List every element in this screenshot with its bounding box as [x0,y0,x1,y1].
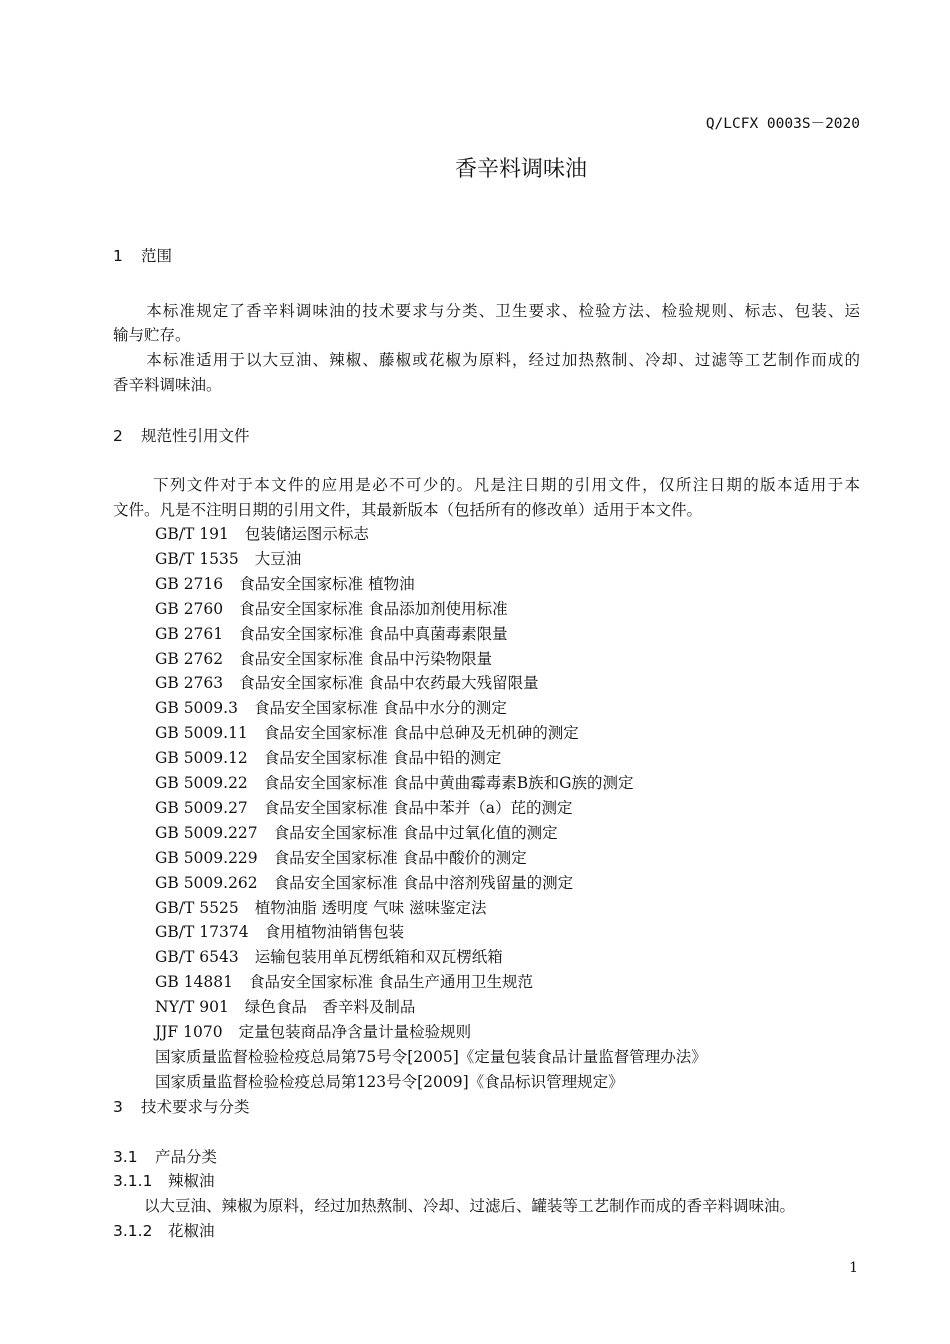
section-number: 3 [113,1098,123,1116]
reference-item [155,873,573,893]
reference-title: 食品安全国家标准 食品中农药最大残留限量 [239,674,539,693]
reference-title: 食品安全国家标准 植物油 [239,574,415,593]
reference-title: 食品安全国家标准 食品中总砷及无机砷的测定 [263,724,579,743]
reference-item [155,997,415,1017]
section-title: 规范性引用文件 [141,427,250,445]
reference-title: 食用植物油销售包装 [264,923,405,942]
section-title: 产品分类 [155,1148,218,1166]
paragraph-line: 香辛料调味油。 [113,376,222,394]
decree-item: 国家质量监督检验检疫总局第75号令[2005]《定量包装食品计量监督管理办法》 [155,1048,707,1066]
section-3-1-2-heading [113,1221,215,1241]
reference-code: GB 5009.12 [155,749,248,768]
reference-code: GB/T 191 [155,525,229,543]
reference-code: GB 2716 [155,574,224,593]
section-title: 范围 [141,247,173,265]
reference-code: NY/T 901 [155,998,229,1017]
reference-item [155,549,301,569]
reference-item [155,698,507,718]
reference-title: 食品安全国家标准 食品中酸价的测定 [273,848,527,867]
reference-title: 食品安全国家标准 食品中水分的测定 [253,699,507,718]
section-title: 技术要求与分类 [141,1098,250,1116]
section-number: 3.1.1 [113,1172,153,1190]
section-3-1-heading [113,1147,217,1167]
reference-title: 食品安全国家标准 食品中过氧化值的测定 [273,823,558,842]
reference-item [155,898,487,918]
section-3-heading [113,1097,250,1117]
reference-item [155,1022,471,1042]
section-number: 2 [113,427,123,445]
reference-code: GB 2761 [155,624,224,643]
paragraph-line: 文件。凡是不注明日期的引用文件，其最新版本（包括所有的修改单）适用于本文件。 [113,501,703,519]
reference-item [155,773,634,793]
reference-item [155,922,404,942]
reference-item [155,798,572,818]
reference-code: GB 5009.229 [155,848,258,867]
reference-code: GB/T 6543 [155,948,239,967]
reference-title: 食品安全国家标准 食品中铅的测定 [263,749,502,768]
document-code: Q/LCFX 0003S－2020 [705,116,860,132]
paragraph-line: 本标准规定了香辛料调味油的技术要求与分类、卫生要求、检验方法、检验规则、标志、包装、运 [113,302,860,320]
reference-item [155,599,508,619]
reference-title: 食品安全国家标准 食品中污染物限量 [239,649,493,668]
section-2-heading [113,426,250,446]
section-title: 花椒油 [168,1222,215,1240]
reference-item [155,624,508,644]
section-number: 1 [113,247,123,265]
document-title: 香辛料调味油 [454,157,587,182]
reference-item [155,848,527,868]
reference-code: GB 5009.22 [155,774,248,792]
reference-title: 食品安全国家标准 食品生产通用卫生规范 [249,973,533,992]
reference-code: GB 14881 [155,973,234,992]
reference-title: 食品安全国家标准 食品中溶剂残留量的测定 [273,873,574,892]
reference-item [155,748,501,768]
paragraph-line: 以大豆油、辣椒为原料，经过加热熬制、冷却、过滤后、罐装等工艺制作而成的香辛料调味油。 [113,1197,796,1215]
reference-title: 食品安全国家标准 食品添加剂使用标准 [239,599,508,618]
reference-item [155,972,533,992]
reference-title: 定量包装商品净含量计量检验规则 [238,1023,472,1041]
reference-code: GB/T 1535 [155,549,239,568]
reference-item [155,574,415,594]
paragraph-line: 本标准适用于以大豆油、辣椒、藤椒或花椒为原料，经过加热熬制、冷却、过滤等工艺制作而成的 [113,351,860,369]
reference-title: 食品安全国家标准 食品中黄曲霉毒素B族和G族的测定 [263,774,634,792]
reference-code: GB 2763 [155,674,224,693]
reference-item [155,947,503,967]
decree-item: 国家质量监督检验检疫总局第123号令[2009]《食品标识管理规定》 [155,1073,624,1091]
paragraph-line: 下列文件对于本文件的应用是必不可少的。凡是注日期的引用文件，仅所注日期的版本适用于本 [113,476,860,494]
section-number: 3.1 [113,1148,138,1166]
reference-item [155,649,492,669]
reference-title: 绿色食品 香辛料及制品 [244,998,416,1017]
reference-title: 运输包装用单瓦楞纸箱和双瓦楞纸箱 [254,948,503,967]
reference-code: JJF 1070 [155,1023,223,1041]
reference-title: 植物油脂 透明度 气味 滋味鉴定法 [254,898,487,917]
reference-item [155,524,369,544]
reference-code: GB 5009.227 [155,823,258,842]
reference-code: GB 5009.27 [155,798,248,817]
reference-item [155,723,579,743]
section-1-heading [113,246,172,266]
reference-code: GB/T 5525 [155,898,239,917]
reference-code: GB 5009.3 [155,699,238,718]
page-number: 1 [849,1260,858,1276]
section-number: 3.1.2 [113,1222,153,1240]
reference-code: GB 5009.262 [155,873,258,892]
reference-code: GB 2762 [155,649,224,668]
reference-title: 包装储运图示标志 [244,525,369,543]
reference-code: GB 2760 [155,599,224,618]
reference-title: 食品安全国家标准 食品中苯并（a）芘的测定 [263,798,573,817]
reference-title: 大豆油 [254,549,302,568]
section-title: 辣椒油 [168,1172,215,1190]
paragraph-line: 输与贮存。 [113,326,191,344]
section-3-1-1-heading [113,1171,215,1191]
reference-item [155,823,558,843]
reference-item [155,673,539,693]
reference-title: 食品安全国家标准 食品中真菌毒素限量 [239,624,508,643]
reference-code: GB 5009.11 [155,724,248,743]
reference-code: GB/T 17374 [155,923,249,942]
